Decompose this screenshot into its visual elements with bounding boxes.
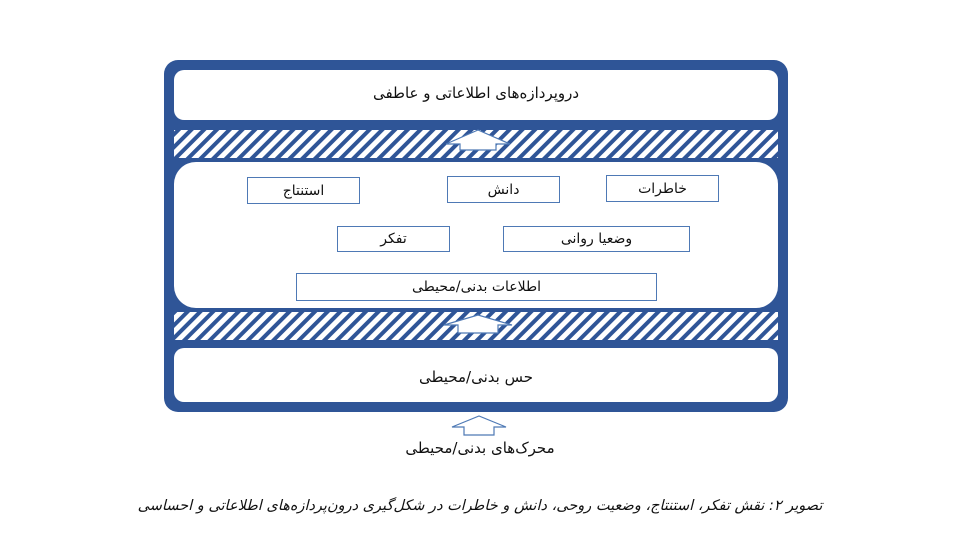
- memories-box: خاطرات: [606, 175, 719, 202]
- mental-state-box: وضعیا روانی: [503, 226, 690, 252]
- knowledge-box: دانش: [447, 176, 560, 203]
- inference-box: استنتاج: [247, 177, 360, 204]
- top-panel-label: دروپردازه‌های اطلاعاتی و عاطفی: [372, 84, 580, 102]
- bottom-panel-label: حس بدنی/محیطی: [419, 368, 533, 386]
- stimulus-label: محرک‌های بدنی/محیطی: [405, 439, 555, 457]
- figure-caption: تصویر ۲: نقش تفکر، استنتاج، وضعیت روحی، دانش و خاطرات در شکل‌گیری درون‌پردازه‌های اطلاعاتی و احساسی: [137, 498, 823, 514]
- thinking-box: تفکر: [337, 226, 450, 252]
- stimulus-up-arrow-icon: [452, 416, 506, 435]
- physical-info-box: اطلاعات بدنی/محیطی: [296, 273, 657, 301]
